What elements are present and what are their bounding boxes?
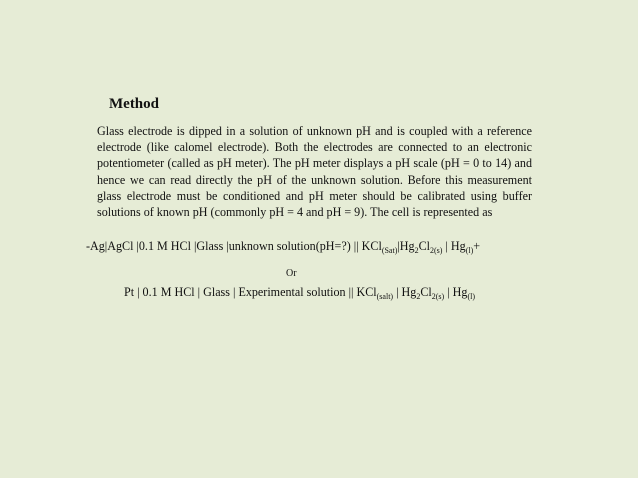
- cell1-sub-2: 2: [414, 246, 419, 255]
- cell2-text-4: | Hg: [444, 285, 468, 299]
- cell2-text-1: Pt | 0.1 M HCl | Glass | Experimental solution || KCl: [124, 285, 377, 299]
- cell1-text-2: |Hg: [397, 239, 415, 253]
- method-paragraph: Glass electrode is dipped in a solution of unknown pH and is coupled with a reference electrode (like calomel electrode). Both the electrodes are connected to an electronic potentiometer (called as pH meter). The pH meter displays a pH scale (pH = 0 to 14) and hence we can read directly the pH of the unknown solution. Before this measurement glass electrode must be conditioned and pH meter should be calibrated using buffer solutions of known pH (commonly pH = 4 and pH = 9). The cell is represented as: [97, 124, 532, 220]
- cell2-sub-2: 2: [416, 292, 421, 301]
- cell1-sub-3: 2(s): [430, 246, 443, 255]
- cell2-sub-1: (salt): [376, 292, 394, 301]
- cell2-text-3: Cl: [420, 285, 432, 299]
- cell1-text-3: Cl: [418, 239, 431, 253]
- or-label: Or: [286, 268, 297, 279]
- cell2-sub-4: (l): [467, 292, 476, 301]
- cell2-sub-3: 2(s): [431, 292, 445, 301]
- cell1-text-4: | Hg: [442, 239, 466, 253]
- cell-representation-1: [86, 238, 532, 255]
- cell1-text-1: -Ag|AgCl |0.1 M HCl |Glass |unknown solution(pH=?) || KCl: [86, 239, 382, 253]
- cell-representation-2: [86, 284, 526, 301]
- cell1-sub-1: (Sat): [381, 246, 398, 255]
- cell1-sub-4: (l): [465, 246, 474, 255]
- cell1-text-5: +: [473, 239, 481, 253]
- cell2-text-2: | Hg: [393, 285, 417, 299]
- section-heading: Method: [109, 96, 159, 112]
